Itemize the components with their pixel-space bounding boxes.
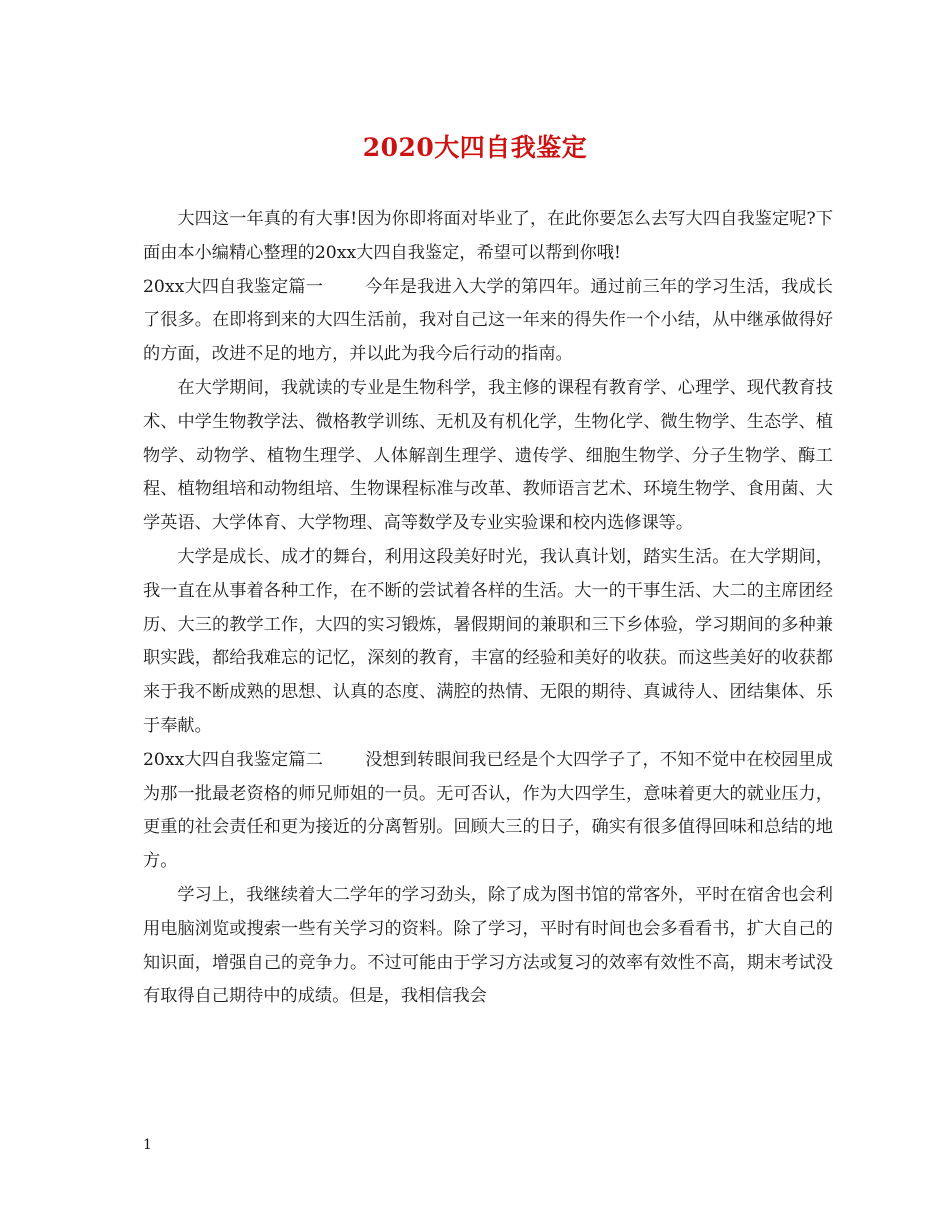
section-heading: 20xx大四自我鉴定篇二 <box>143 749 324 770</box>
paragraph-text: 在大学期间，我就读的专业是生物科学，我主修的课程有教育学、心理学、现代教育技术、中学生物教学法、微格教学训练、无机及有机化学，生物化学、微生物学、生态学、植物学、动物学、植物生理学、人体解剖生理学、遗传学、细胞生物学、分子生物学、酶工程、植物组培和动物组培、生物课程标准与改革、教师语言艺术、环境生物学、食用菌、大学英语、大学体育、大学物理、高等数学及专业实验课和校内选修课等。 <box>143 377 833 534</box>
page-number: 1 <box>143 1137 152 1153</box>
paragraph <box>143 879 833 1014</box>
paragraph <box>143 203 833 271</box>
paragraph-text: 大四这一年真的有大事!因为你即将面对毕业了，在此你要怎么去写大四自我鉴定呢?下面由本小编精心整理的20xx大四自我鉴定，希望可以帮到你哦! <box>143 209 834 263</box>
paragraph <box>143 372 833 541</box>
paragraph <box>143 271 833 372</box>
document-body <box>143 203 833 1014</box>
section-heading: 20xx大四自我鉴定篇一 <box>143 276 324 297</box>
paragraph-text: 没想到转眼间我已经是个大四学子了，不知不觉中在校园里成为那一批最老资格的师兄师姐的一员。无可否认，作为大四学生，意味着更大的就业压力，更重的社会责任和更为接近的分离暂别。回顾大三的日子，确实有很多值得回味和总结的地方。 <box>143 749 833 872</box>
paragraph <box>143 744 833 879</box>
document-title: 2020大四自我鉴定 <box>362 133 588 162</box>
paragraph <box>143 541 833 744</box>
paragraph-text: 学习上，我继续着大二学年的学习劲头，除了成为图书馆的常客外，平时在宿舍也会利用电脑浏览或搜索一些有关学习的资料。除了学习，平时有时间也会多看看书，扩大自己的知识面，增强自己的竞争力。不过可能由于学习方法或复习的效率有效性不高，期末考试没有取得自己期待中的成绩。但是，我相信我会 <box>143 884 833 1007</box>
paragraph-text: 今年是我进入大学的第四年。通过前三年的学习生活，我成长了很多。在即将到来的大四生活前，我对自己这一年来的得失作一个小结，从中继承做得好的方面，改进不足的地方，并以此为我今后行动的指南。 <box>143 276 833 365</box>
paragraph-text: 大学是成长、成才的舞台，利用这段美好时光，我认真计划，踏实生活。在大学期间，我一直在从事着各种工作，在不断的尝试着各样的生活。大一的干事生活、大二的主席团经历、大三的教学工作，大四的实习锻炼，暑假期间的兼职和三下乡体验，学习期间的多种兼职实践，都给我难忘的记忆，深刻的教育，丰富的经验和美好的收获。而这些美好的收获都来于我不断成熟的思想、认真的态度、满腔的热情、无限的期待、真诚待人、团结集体、乐于奉献。 <box>143 546 833 736</box>
